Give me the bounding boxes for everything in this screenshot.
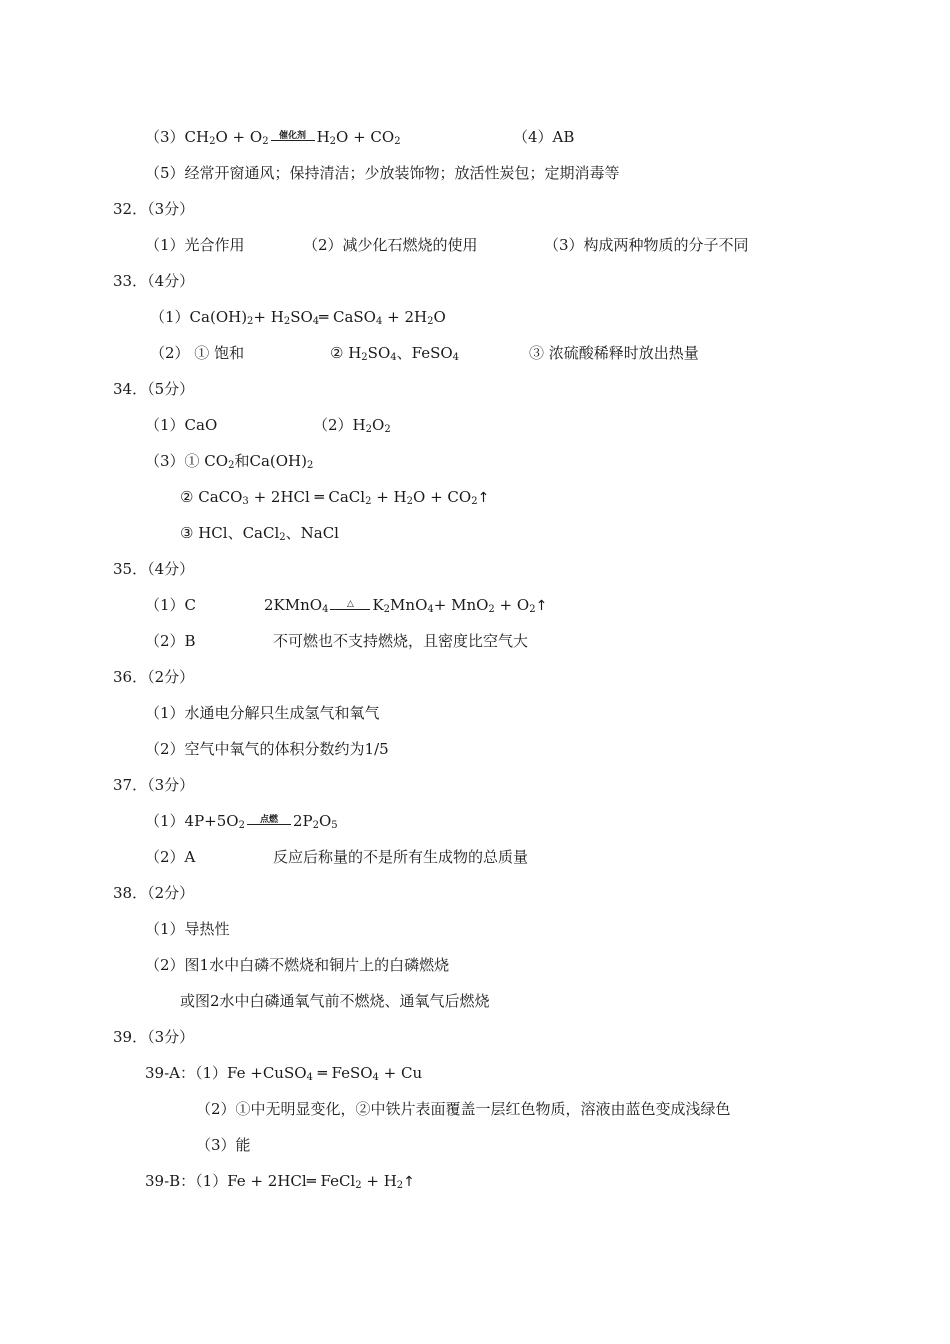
question-33-heading: 33．（4分） [113,272,195,290]
answer-34-2 [313,415,391,435]
answer-36-1: （1）水通电分解只生成氢气和氧气 [145,704,380,722]
subscript: 2 [384,424,391,435]
subscript: 2 [396,1180,404,1191]
text: ② CaCO [180,488,243,506]
text: ═ CaSO [319,308,376,326]
text: ② H [330,344,362,362]
subscript: 2 [361,352,368,363]
answer-33-2-2 [330,343,459,363]
text: O [318,812,332,830]
answer-39a-3: （3）能 [196,1136,251,1154]
question-32-heading: 32．（3分） [113,200,195,218]
subscript: 2 [329,136,337,147]
answer-32-1: （1）光合作用 [145,236,245,254]
gas-arrow-icon: ↑ [535,598,548,614]
subscript: 2 [247,316,254,327]
text: （3）① CO [145,452,229,470]
question-38-heading: 38．（2分） [113,884,195,902]
text: （1）Ca(OH) [150,308,248,326]
answer-34-3-2-equation [180,487,489,508]
answer-38-2: （2）图1水中白磷不燃烧和铜片上的白磷燃烧 [145,956,450,974]
text: + H [371,488,407,506]
answer-32-3: （3）构成两种物质的分子不同 [544,236,749,254]
answer-35-1-equation [264,595,547,616]
condition-bar [330,609,370,610]
text: + Cu [378,1064,423,1082]
subscript: 2 [427,316,434,327]
gas-arrow-icon: ↑ [403,1174,415,1190]
subscript: 2 [262,136,269,147]
subscript: 4 [322,604,329,615]
subscript: 4 [372,1072,379,1083]
answer-37-2-reason: 反应后称量的不是所有生成物的总质量 [273,848,529,866]
condition-label: 点燃 [259,815,278,825]
text: ③ HCl、CaCl [180,524,280,542]
reaction-condition-heat [330,597,370,615]
text: SO [290,308,313,326]
text: 39-A：（1）Fe +CuSO [145,1064,307,1082]
answer-34-3-1 [145,451,313,471]
subscript: 5 [331,820,338,831]
text: + 2H [382,308,428,326]
answer-32-2: （2）减少化石燃烧的使用 [303,236,478,254]
subscript: 4 [390,352,397,363]
answer-31-3-equation [145,127,401,147]
subscript: 4 [452,352,460,363]
text: 、FeSO [396,344,453,362]
subscript: 2 [279,532,286,543]
text: 39-B：（1）Fe + 2HCl═ FeCl [145,1172,356,1190]
text: （3）CH [145,128,210,146]
answer-37-1-equation [145,811,338,831]
reaction-condition-catalyst [271,129,315,147]
subscript: 2 [383,604,391,615]
text: SO [367,344,391,362]
subscript: 2 [355,1180,362,1191]
subscript: 4 [427,604,434,615]
answer-38-2-alt: 或图2水中白磷通氧气前不燃烧、通氧气后燃烧 [180,992,490,1010]
subscript: 2 [394,136,401,147]
subscript: 2 [471,496,478,507]
text: （2）H [313,416,366,434]
subscript: 3 [242,496,249,507]
text: + MnO [433,596,489,614]
answer-31-5: （5）经常开窗通风；保持清洁；少放装饰物；放活性炭包；定期消毒等 [145,164,620,182]
text: + H [361,1172,397,1190]
text: H [316,128,330,146]
question-35-heading: 35．（4分） [113,560,195,578]
answer-34-1: （1）CaO [145,416,218,434]
answer-39b-1-equation [145,1171,415,1192]
text: 2P [292,812,313,830]
subscript: 2 [365,424,372,435]
text: + H [253,308,284,326]
text: O [433,308,446,326]
subscript: 2 [283,316,291,327]
question-37-heading: 37．（3分） [113,776,195,794]
text: + 2HCl ═ CaCl [248,488,366,506]
text: 和Ca(OH) [234,452,307,470]
answer-33-2-3: ③ 浓硫酸稀释时放出热量 [529,344,699,362]
answer-33-1-equation [150,307,446,327]
subscript: 4 [312,316,320,327]
answer-35-2: （2）B [145,632,196,650]
subscript: 2 [529,604,536,615]
text: 、NaCl [285,524,339,542]
answer-36-2: （2）空气中氧气的体积分数约为1/5 [145,740,389,758]
subscript: 4 [306,1072,313,1083]
subscript: 4 [375,316,383,327]
text: + O [494,596,530,614]
subscript: 2 [306,460,314,471]
question-36-heading: 36．（2分） [113,668,195,686]
text: O [372,416,385,434]
answer-35-1: （1）C [145,596,197,614]
subscript: 2 [365,496,372,507]
question-39-heading: 39．（3分） [113,1028,195,1046]
condition-bar [271,140,315,141]
text: （1）4P+5O [145,812,239,830]
subscript: 2 [238,820,245,831]
reaction-condition-ignite [247,813,291,831]
condition-bar [247,824,291,825]
answer-33-2-1: （2） ① 饱和 [150,344,245,362]
answer-31-4: （4）AB [513,128,575,146]
answer-39a-1-equation [145,1063,422,1083]
answer-38-1: （1）导热性 [145,920,230,938]
answer-39a-2: （2）①中无明显变化，②中铁片表面覆盖一层红色物质，溶液由蓝色变成浅绿色 [196,1100,731,1118]
condition-label: 催化剂 [279,131,307,141]
text: MnO [390,596,428,614]
text: O + CO [413,488,472,506]
subscript: 2 [488,604,495,615]
subscript: 2 [209,136,216,147]
subscript: 2 [312,820,319,831]
gas-arrow-icon: ↑ [477,490,490,506]
text: 2KMnO [264,596,323,614]
answer-35-2-reason: 不可燃也不支持燃烧，且密度比空气大 [273,632,529,650]
text: O + CO [336,128,395,146]
question-34-heading: 34．（5分） [113,380,195,398]
heat-triangle-icon: △ [346,599,354,609]
subscript: 2 [406,496,413,507]
subscript: 2 [228,460,235,471]
answer-34-3-3 [180,523,339,543]
text: O + O [215,128,263,146]
answer-37-2: （2）A [145,848,196,866]
text: K [372,596,384,614]
text: ═ FeSO [312,1064,373,1082]
